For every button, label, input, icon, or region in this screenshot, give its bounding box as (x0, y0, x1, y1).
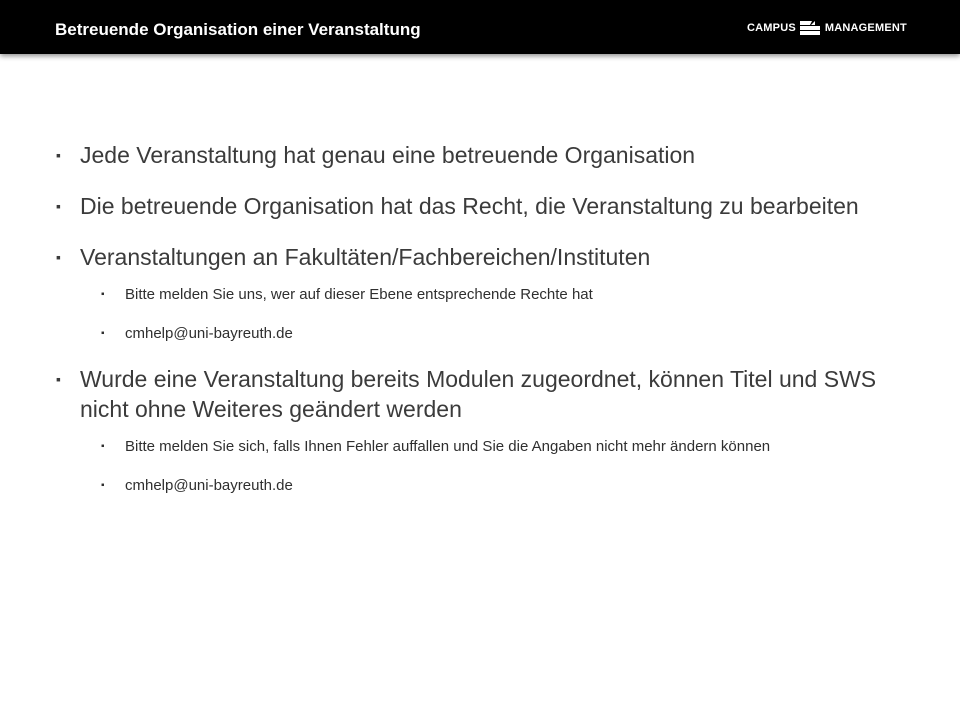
header-bar (0, 0, 960, 54)
slide-title: Betreuende Organisation einer Veranstaltung (55, 20, 421, 39)
bullet-item (55, 364, 915, 424)
bullet-marker: ▪ (56, 249, 61, 265)
bullet-text: Wurde eine Veranstaltung bereits Modulen zugeordnet, können Titel und SWS nicht ohne Weiteres geändert werden (80, 366, 877, 422)
bullet-list (55, 140, 915, 516)
sub-bullet-list (55, 437, 915, 495)
logo-text-management: MANAGEMENT (824, 22, 907, 34)
sub-bullet-item (55, 437, 885, 456)
sub-bullet-marker: ▪ (101, 328, 105, 339)
bullet-marker: ▪ (56, 147, 61, 163)
contact-email: cmhelp@uni-bayreuth.de (125, 477, 293, 494)
sub-bullet-item (55, 324, 885, 343)
sub-bullet-marker: ▪ (101, 289, 105, 300)
sub-bullet-item (55, 476, 885, 495)
bullet-item (55, 140, 915, 170)
bullet-item (55, 242, 915, 272)
campus-management-logo-icon (799, 20, 821, 36)
bullet-item (55, 191, 915, 221)
sub-bullet-list (55, 285, 915, 343)
campus-management-logo (747, 18, 907, 38)
sub-bullet-text: Bitte melden Sie uns, wer auf dieser Ebene entsprechende Rechte hat (125, 286, 593, 303)
bullet-text: Jede Veranstaltung hat genau eine betreuende Organisation (80, 142, 696, 168)
bullet-marker: ▪ (56, 198, 61, 214)
sub-bullet-marker: ▪ (101, 441, 105, 452)
sub-bullet-item (55, 285, 885, 304)
bullet-text: Veranstaltungen an Fakultäten/Fachbereichen/Instituten (80, 244, 651, 270)
sub-bullet-text: Bitte melden Sie sich, falls Ihnen Fehler auffallen und Sie die Angaben nicht mehr ändern können (125, 438, 771, 455)
bullet-text: Die betreuende Organisation hat das Recht, die Veranstaltung zu bearbeiten (80, 193, 859, 219)
logo-text-campus: CAMPUS (747, 22, 796, 34)
bullet-marker: ▪ (56, 371, 61, 387)
sub-bullet-marker: ▪ (101, 480, 105, 491)
contact-email: cmhelp@uni-bayreuth.de (125, 325, 293, 342)
